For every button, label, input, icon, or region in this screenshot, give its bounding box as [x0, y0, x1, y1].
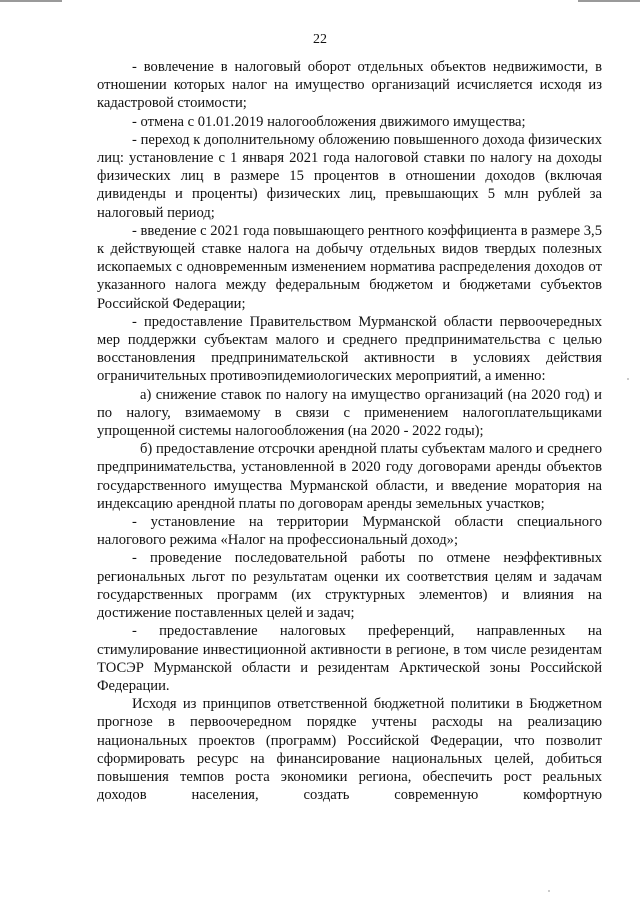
paragraph-item-a: а) снижение ставок по налогу на имущество организаций (на 2020 год) и по налогу, взимаемому в связи с применением налогоплательщиками упрощенной системы налогообложения (на 2020 - 2022 годы); [97, 386, 602, 440]
page-number: 22 [313, 32, 327, 47]
paragraph-inefficient-benefits: - проведение последовательной работы по отмене неэффективных региональных льгот по результатам оценки их соответствия целям и задачам государственных программ (их структурных элементов) и влияния на достижение поставленных целей и задач; [97, 550, 602, 622]
scan-speck [627, 378, 629, 380]
paragraph-government-support: - предоставление Правительством Мурманской области первоочередных мер поддержки субъектам малого и среднего предпринимательства с целью восстановления предпринимательской активности в условиях действия ограничительных противоэпидемиологических мероприятий, а именно: [97, 313, 602, 385]
paragraph-budget-policy: Исходя из принципов ответственной бюджетной политики в Бюджетном прогнозе в первоочередном порядке учтены расходы на реализацию национальных проектов (программ) Российской Федерации, что позволит сформировать ресурс на финансирование национальных целей, добиться повышения темпов роста экономики региона, обеспечить рост реальных доходов населения, создать современную комфортную [97, 696, 602, 804]
paragraph-movable-property: - отмена с 01.01.2019 налогообложения движимого имущества; [132, 113, 526, 130]
paragraph-rent-coefficient: - введение с 2021 года повышающего рентного коэффициента в размере 3,5 к действующей ставке налога на добычу отдельных видов твердых полезных ископаемых с одновременным изменением норматива распределения доходов от указанного налога между федеральным бюджетом и бюджетами субъектов Российской Федерации; [97, 222, 602, 312]
paragraph-income-tax: - переход к дополнительному обложению повышенного дохода физических лиц: установление с 1 января 2021 года налоговой ставки по налогу на доходы физических лиц в размере 15 процентов в отношении доходов (включая дивиденды и проценты) физических лиц, превышающих 5 млн рублей за налоговый период; [97, 131, 602, 221]
scan-border-left [0, 0, 62, 2]
document-body [97, 58, 602, 804]
paragraph-item-b: б) предоставление отсрочки арендной платы субъектам малого и среднего предпринимательства, установленной в 2020 году договорами аренды объектов государственного имущества Мурманской области, и введение моратория на индексацию арендной платы по договорам аренды земельных участков; [97, 441, 602, 512]
paragraph-tax-preferences: - предоставление налоговых преференций, направленных на стимулирование инвестиционной активности в регионе, в том числе резидентам ТОСЭР Мурманской области и резидентам Арктической зоны Российской Федерации. [97, 623, 602, 694]
paragraph-real-estate-tax: - вовлечение в налоговый оборот отдельных объектов недвижимости, в отношении которых налог на имущество организаций исчисляется исходя из кадастровой стоимости; [97, 59, 602, 112]
scan-border-right [578, 0, 640, 2]
paragraph-professional-income: - установление на территории Мурманской области специального налогового режима «Налог на профессиональный доход»; [97, 514, 602, 549]
scan-speck [548, 890, 550, 892]
